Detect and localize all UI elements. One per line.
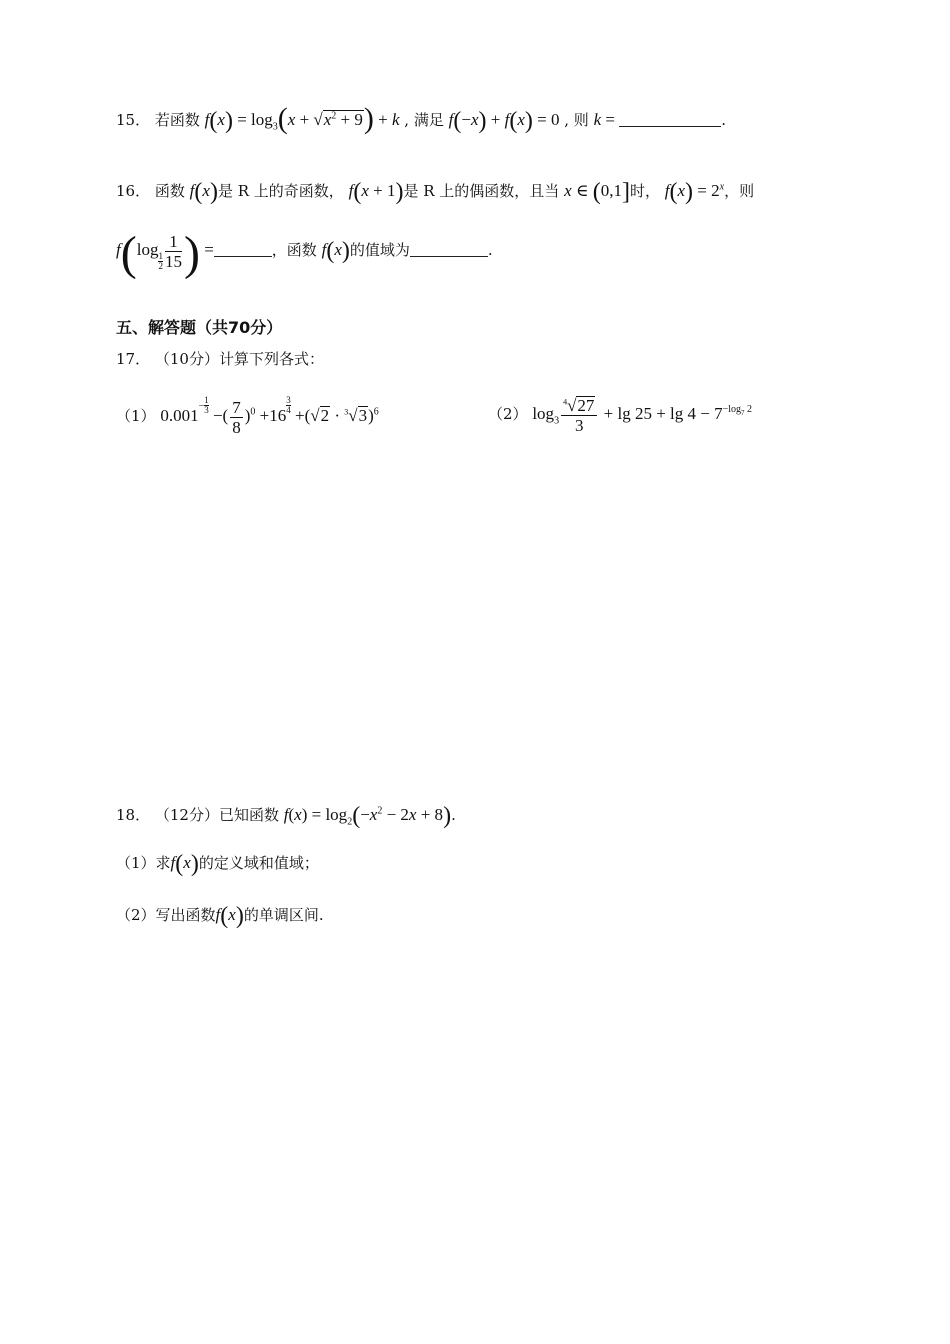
question-16: 16． 函数 f(x)是 R 上的奇函数， f(x + 1)是 R 上的偶函数，且当 x ∈ (0,1]时， $f(x) = 2^x$，则 bbox=[116, 179, 755, 205]
question-16-line-2: f(log $_{\frac{1}{2}}$ $\frac{1}{15}$ ) = ，函数 f(x)的值域为 . bbox=[116, 227, 493, 280]
q17-part-1: （1） $0.001^{- \frac{1}{3}}$ −( $\frac{7}{8}$ )$^0$ +16 $^{\frac{3}{4}}$ $+(√2 \cdot ^3√3)^6$ bbox=[116, 395, 379, 437]
q16-answer-blank-2[interactable] bbox=[410, 242, 488, 257]
q15-text: 若函数 bbox=[154, 111, 200, 129]
question-15: 15． 若函数 $f(x) = \log_3(x + √x^2 + 9) + k$ , 满足 f(−x) + f(x) = 0 , 则 k = . bbox=[116, 102, 726, 135]
question-17 bbox=[116, 352, 324, 367]
q15-condition: f(−x) + f(x) = 0 bbox=[448, 108, 560, 134]
q18-part-1: （1）求f(x)的定义域和值域； bbox=[116, 851, 319, 877]
q18-formula: $f(x) = \log_2(-x^2 - 2x + 8)$ bbox=[283, 803, 452, 829]
q17-part-2: （2） $\log_3$ $\frac{^4√27}{3}$ + $\lg 25 + \lg 4 - 7^{-log_7 2}$ bbox=[488, 396, 753, 435]
q17-text: （10分）计算下列各式： bbox=[154, 350, 324, 368]
q15-formula: $f(x) = \log_3(x + √x^2 + 9) + k$ bbox=[204, 102, 400, 135]
q15-answer-blank[interactable] bbox=[619, 112, 721, 127]
q17-number: 17． bbox=[116, 350, 151, 368]
q17-part-1-formula: $0.001^{- \frac{1}{3}}$ −( $\frac{7}{8}$ )$^0$ +16 $^{\frac{3}{4}}$ $+(√2 \cdot ^3√3)^6$ bbox=[160, 395, 379, 437]
q18-number: 18． bbox=[116, 806, 151, 824]
q16-formula: f(log $_{\frac{1}{2}}$ $\frac{1}{15}$ ) = bbox=[116, 227, 214, 280]
question-18: 18． （12分）已知函数 $f(x) = \log_2(-x^2 - 2x + 8)$. bbox=[116, 803, 456, 829]
section-heading: 五、解答题（共70分） bbox=[116, 318, 283, 337]
q18-part-2: （2）写出函数f(x)的单调区间. bbox=[116, 903, 324, 929]
q16-number: 16． bbox=[116, 182, 151, 200]
q15-number: 15． bbox=[116, 111, 151, 129]
q16-answer-blank-1[interactable] bbox=[214, 242, 272, 257]
q17-part-2-formula: $\log_3$ $\frac{^4√27}{3}$ + $\lg 25 + \lg 4 - 7^{-log_7 2}$ bbox=[532, 396, 753, 435]
